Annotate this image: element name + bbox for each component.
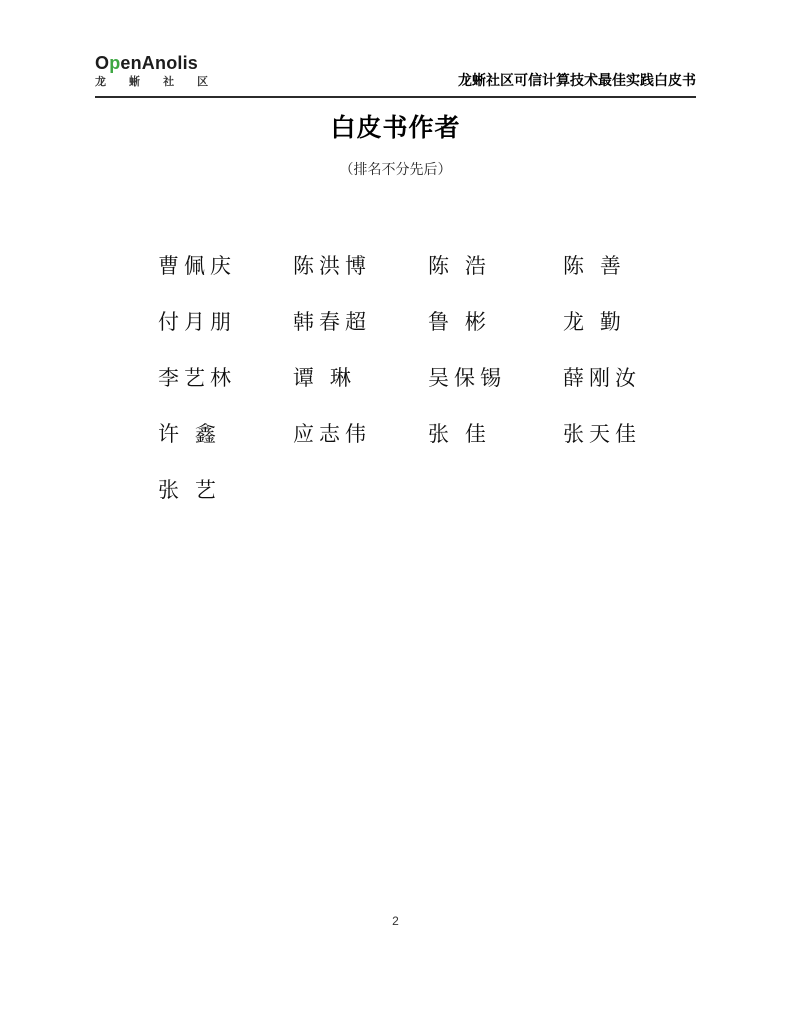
page-title: 白皮书作者 <box>330 114 461 142</box>
author-name: 张 佳 <box>428 423 491 446</box>
logo-letter-o: O <box>95 53 110 73</box>
author-name: 谭 琳 <box>293 367 356 390</box>
logo-subtext: 龙 蜥 社 区 <box>95 76 219 88</box>
page-number: 2 <box>392 914 399 928</box>
authors-grid <box>95 256 696 502</box>
author-name: 张天佳 <box>563 423 641 446</box>
author-name: 吴保锡 <box>428 367 506 390</box>
logo-brand-text <box>95 53 218 73</box>
logo-leaf-icon: p <box>109 53 121 73</box>
author-name: 薛刚汝 <box>563 367 641 390</box>
author-name: 陈 浩 <box>428 255 491 278</box>
author-name: 鲁 彬 <box>428 311 491 334</box>
author-name: 应志伟 <box>293 423 371 446</box>
logo-brand-rest: enAnolis <box>120 53 199 73</box>
page-subtitle: （排名不分先后） <box>339 161 452 177</box>
header-divider <box>95 96 696 98</box>
page-header <box>95 0 696 89</box>
header-doc-title: 龙蜥社区可信计算技术最佳实践白皮书 <box>458 72 696 88</box>
openanolis-logo <box>95 53 218 89</box>
author-name: 许 鑫 <box>158 423 221 446</box>
author-name: 陈 善 <box>563 255 626 278</box>
author-name: 付月朋 <box>158 311 236 334</box>
author-name: 龙 勤 <box>563 311 626 334</box>
author-name: 曹佩庆 <box>158 255 236 278</box>
author-name: 张 艺 <box>158 479 221 502</box>
author-name: 李艺林 <box>158 367 236 390</box>
author-name: 陈洪博 <box>293 255 371 278</box>
author-name: 韩春超 <box>293 311 371 334</box>
